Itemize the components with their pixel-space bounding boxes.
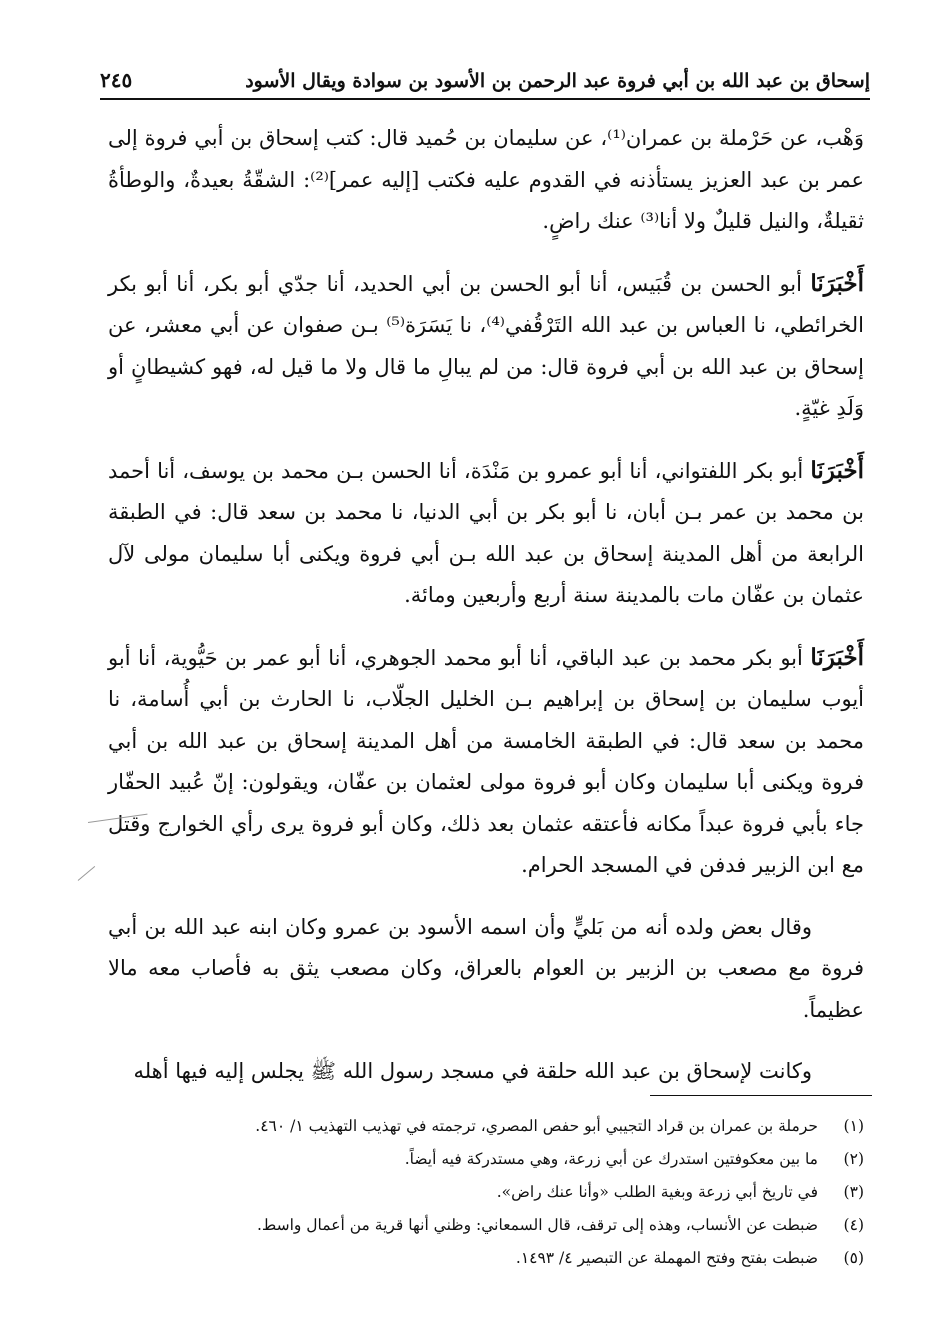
footnote-number: (٢) bbox=[843, 1150, 864, 1168]
paragraph-text: أبو الحسن بن قُبَيس، أنا أبو الحسن بن أبي الحديد، أنا جدّي أبو بكر، أنا أبو بكر الخرائطي، نا العباس بن عبد الله التَرْقُفي⁽⁴⁾، نا يَسَرَة⁽⁵⁾ بـن صفوان عن أبي معشر، عن إسحاق بن عبد الله بن أبي فروة قال: من لم يبالِ ما قال ولا ما قيل له، فهو كشيطانٍ أو وَلَدِ غيّةٍ. bbox=[108, 271, 864, 420]
pencil-mark bbox=[78, 866, 95, 881]
main-text bbox=[108, 118, 864, 1113]
running-header bbox=[100, 58, 870, 100]
paragraph-text: وقال بعض ولده أنه من بَليٍّ وأن اسمه الأسود بن عمرو وكان ابنه عبد الله بن أبي فروة مع مصعب بن الزبير بن العوام بالعراق، وكان مصعب يثق به فأصاب معه مالا عظيماً. bbox=[108, 914, 864, 1022]
footnote bbox=[120, 1176, 864, 1209]
footnote-text: ضبطت بفتح وفتح المهملة عن التبصير ٤/ ١٤٩٣. bbox=[515, 1249, 818, 1267]
footnote bbox=[120, 1143, 864, 1176]
footnote-separator bbox=[650, 1095, 872, 1096]
footnote bbox=[120, 1110, 864, 1143]
footnote-text: حرملة بن عمران بن قراد التجيبي أبو حفص المصري، ترجمته في تهذيب التهذيب ١/ ٤٦٠. bbox=[255, 1117, 818, 1135]
paragraph bbox=[108, 450, 864, 617]
footnote-number: (١) bbox=[843, 1117, 864, 1135]
footnotes bbox=[120, 1110, 864, 1275]
footnote bbox=[120, 1209, 864, 1242]
footnote-number: (٣) bbox=[843, 1183, 864, 1201]
akhbarana-keyword: أَخْبَرَنَا bbox=[810, 643, 864, 671]
footnote-text: ما بين معكوفتين استدرك عن أبي زرعة، وهي مستدركة فيه أيضاً. bbox=[404, 1150, 818, 1168]
footnote-text: ضبطت عن الأنساب، وهذه إلى ترقف، قال السمعاني: وظني أنها قرية من أعمال واسط. bbox=[256, 1216, 818, 1234]
paragraph bbox=[108, 1051, 864, 1093]
footnote-number: (٤) bbox=[843, 1216, 864, 1234]
paragraph bbox=[108, 637, 864, 887]
paragraph-text: أبو بكر محمد بن عبد الباقي، أنا أبو محمد الجوهري، أنا أبو عمر بن حَيُّوية، أنا أبو أيوب سليمان بن إسحاق بن إبراهيم بـن الخليل الجلّاب، نا الحارث بن أبي أُسامة، نا محمد بن سعد قال: في الطبقة الخامسة من أهل المدينة إسحاق بن عبد الله بن أبي فروة ويكنى أبا سليمان وكان أبو فروة مولى لعثمان بن عفّان، ويقولون: إنّ عُبيد الحفّار جاء بأبي فروة عبداً مكانه فأعتقه عثمان بعد ذلك، وكان أبو فروة يرى رأي الخوارج وقتل مع ابن الزبير فدفن في المسجد الحرام. bbox=[108, 645, 864, 877]
paragraph-text: وَهْب، عن حَرْملة بن عمران⁽¹⁾، عن سليمان بن حُميد قال: كتب إسحاق بن أبي فروة إلى عمر بن عبد العزيز يستأذنه في القدوم عليه فكتب [إليه عمر]⁽²⁾: الشقّةُ بعيدةٌ، والوطأةُ ثقيلةٌ، والنيل قليلٌ ولا أنا⁽³⁾ عنك راضٍ. bbox=[108, 126, 865, 233]
paragraph bbox=[108, 907, 864, 1032]
footnote-text: في تاريخ أبي زرعة وبغية الطلب «وأنا عنك راض». bbox=[496, 1183, 818, 1201]
page-number: ٢٤٥ bbox=[100, 68, 133, 92]
akhbarana-keyword: أَخْبَرَنَا bbox=[810, 269, 864, 297]
paragraph bbox=[108, 118, 864, 243]
paragraph-text: وكانت لإسحاق بن عبد الله حلقة في مسجد رسول الله ﷺ يجلس إليه فيها أهله bbox=[133, 1059, 812, 1083]
akhbarana-keyword: أَخْبَرَنَا bbox=[810, 456, 864, 484]
paragraph-text: أبو بكر اللفتواني، أنا أبو عمرو بن مَنْدَة، أنا الحسن بـن محمد بن يوسف، أنا أحمد بن محمد بن عمر بـن أبان، نا أبو بكر بن أبي الدنيا، نا محمد بن سعد قال: في الطبقة الرابعة من أهل المدينة إسحاق بن عبد الله بـن أبي فروة ويكنى أبا سليمان مولى لآل عثمان بن عفّان مات بالمدينة سنة أربع وأربعين ومائة. bbox=[108, 458, 864, 607]
running-title: إسحاق بن عبد الله بن أبي فروة عبد الرحمن بن الأسود بن سوادة ويقال الأسود bbox=[245, 70, 870, 92]
footnote bbox=[120, 1242, 864, 1275]
footnote-number: (٥) bbox=[843, 1249, 864, 1267]
paragraph bbox=[108, 263, 864, 430]
